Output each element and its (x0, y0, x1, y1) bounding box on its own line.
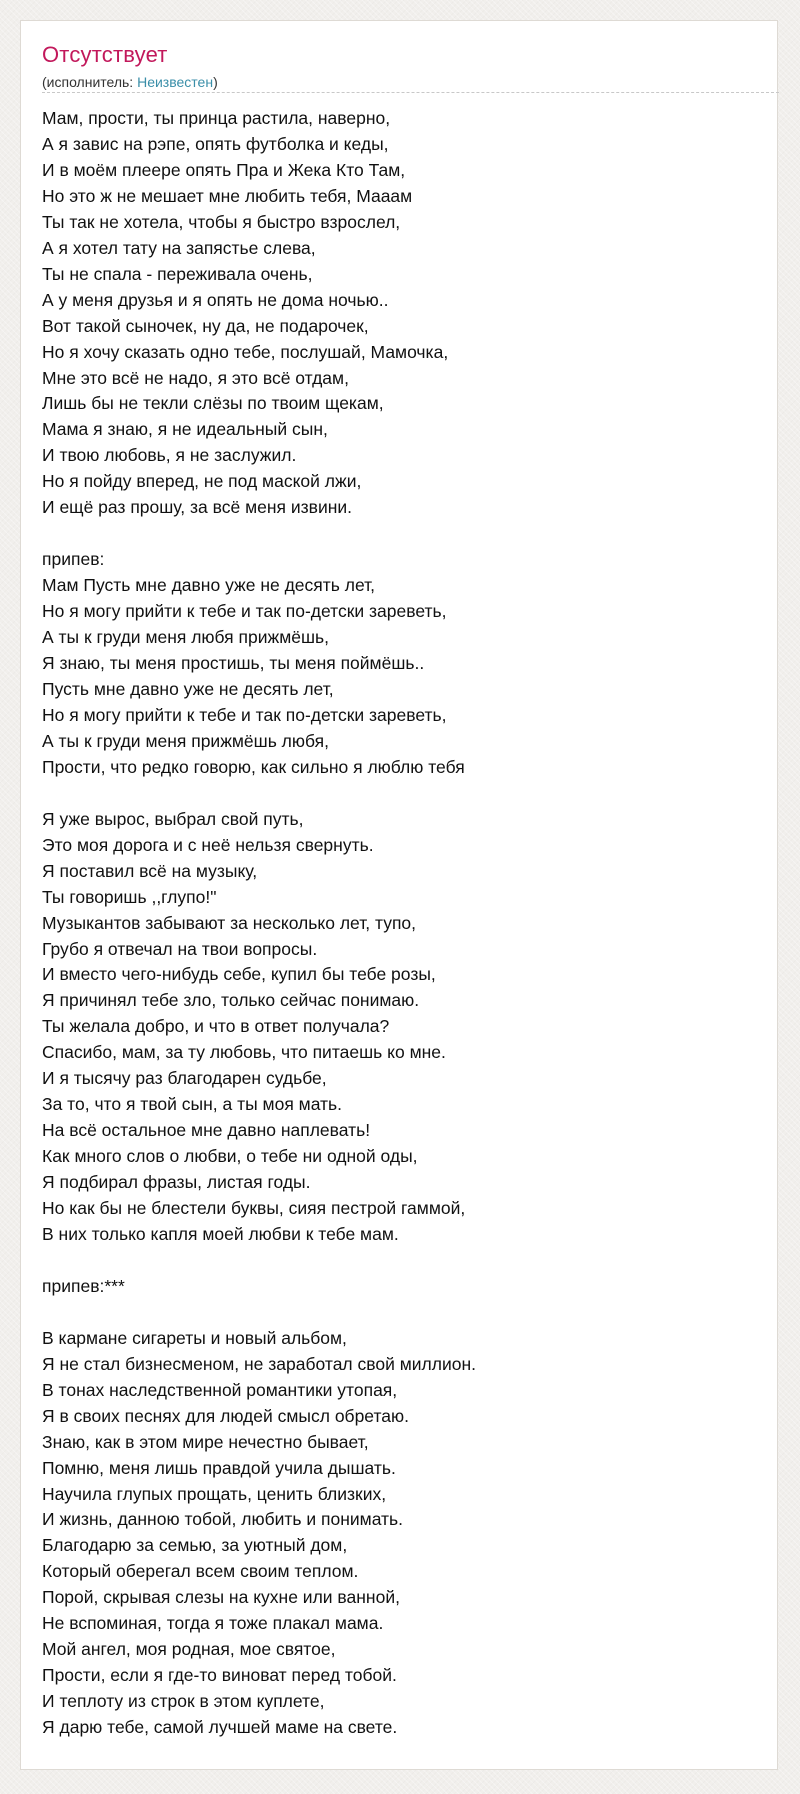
lyrics-card (20, 20, 778, 1770)
title-divider (42, 92, 779, 93)
lyrics-text: Мам, прости, ты принца растила, наверно, А я завис на рэпе, опять футболка и кеды, И в моём плеере опять Пра и Жека Кто Там, Но это ж не мешает мне любить тебя, Мааам Ты так не хотела, чтобы я быстро взрослел, А я хотел тату на запястье слева, Ты не спала - переживала очень, А у меня друзья и я опять не дома ночью.. Вот такой сыночек, ну да, не подарочек, Но я хочу сказать одно тебе, послушай, Мамочка, Мне это всё не надо, я это всё отдам, Лишь бы не текли слёзы по твоим щекам, Мама я знаю, я не идеальный сын, И твою любовь, я не заслужил. Но я пойду вперед, не под маской лжи, И ещё раз прошу, за всё меня извини. припев: Мам Пусть мне давно уже не десять лет, Но я могу прийти к тебе и так по-детски зареветь, А ты к груди меня любя прижмёшь, Я знаю, ты меня простишь, ты меня поймёшь.. Пусть мне давно уже не десять лет, Но я могу прийти к тебе и так по-детски зареветь, А ты к груди меня прижмёшь любя, Прости, что редко говорю, как сильно я люблю тебя Я уже вырос, выбрал свой путь, Это моя дорога и с неё нельзя свернуть. Я поставил всё на музыку, Ты говоришь ,,глупо!" Музыкантов забывают за несколько лет, тупо, Грубо я отвечал на твои вопросы. И вместо чего-нибудь себе, купил бы тебе розы, Я причинял тебе зло, только сейчас понимаю. Ты желала добро, и что в ответ получала? Спасибо, мам, за ту любовь, что питаешь ко мне. И я тысячу раз благодарен судьбе, За то, что я твой сын, а ты моя мать. На всё остальное мне давно наплевать! Как много слов о любви, о тебе ни одной оды, Я подбирал фразы, листая годы. Но как бы не блестели буквы, сияя пестрой гаммой, В них только капля моей любви к тебе мам. припев:*** В кармане сигареты и новый альбом, Я не стал бизнесменом, не заработал свой миллион. В тонах наследственной романтики утопая, Я в своих песнях для людей смысл обретаю. Знаю, как в этом мире нечестно бывает, Помню, меня лишь правдой учила дышать. Научила глупых прощать, ценить близких, И жизнь, данною тобой, любить и понимать. Благодарю за семью, за уютный дом, Который оберегал всем своим теплом. Порой, скрывая слезы на кухне или ванной, Не вспоминая, тогда я тоже плакал мама. Мой ангел, моя родная, мое святое, Прости, если я где-то виноват перед тобой. И теплоту из строк в этом куплете, Я дарю тебе, самой лучшей маме на свете. (42, 108, 476, 1738)
song-title: Отсутствует (42, 42, 168, 67)
performer-link[interactable]: Неизвестен (137, 74, 214, 90)
performer-line (42, 74, 218, 90)
performer-suffix: ) (213, 74, 218, 90)
performer-prefix: (исполнитель: (42, 74, 138, 90)
